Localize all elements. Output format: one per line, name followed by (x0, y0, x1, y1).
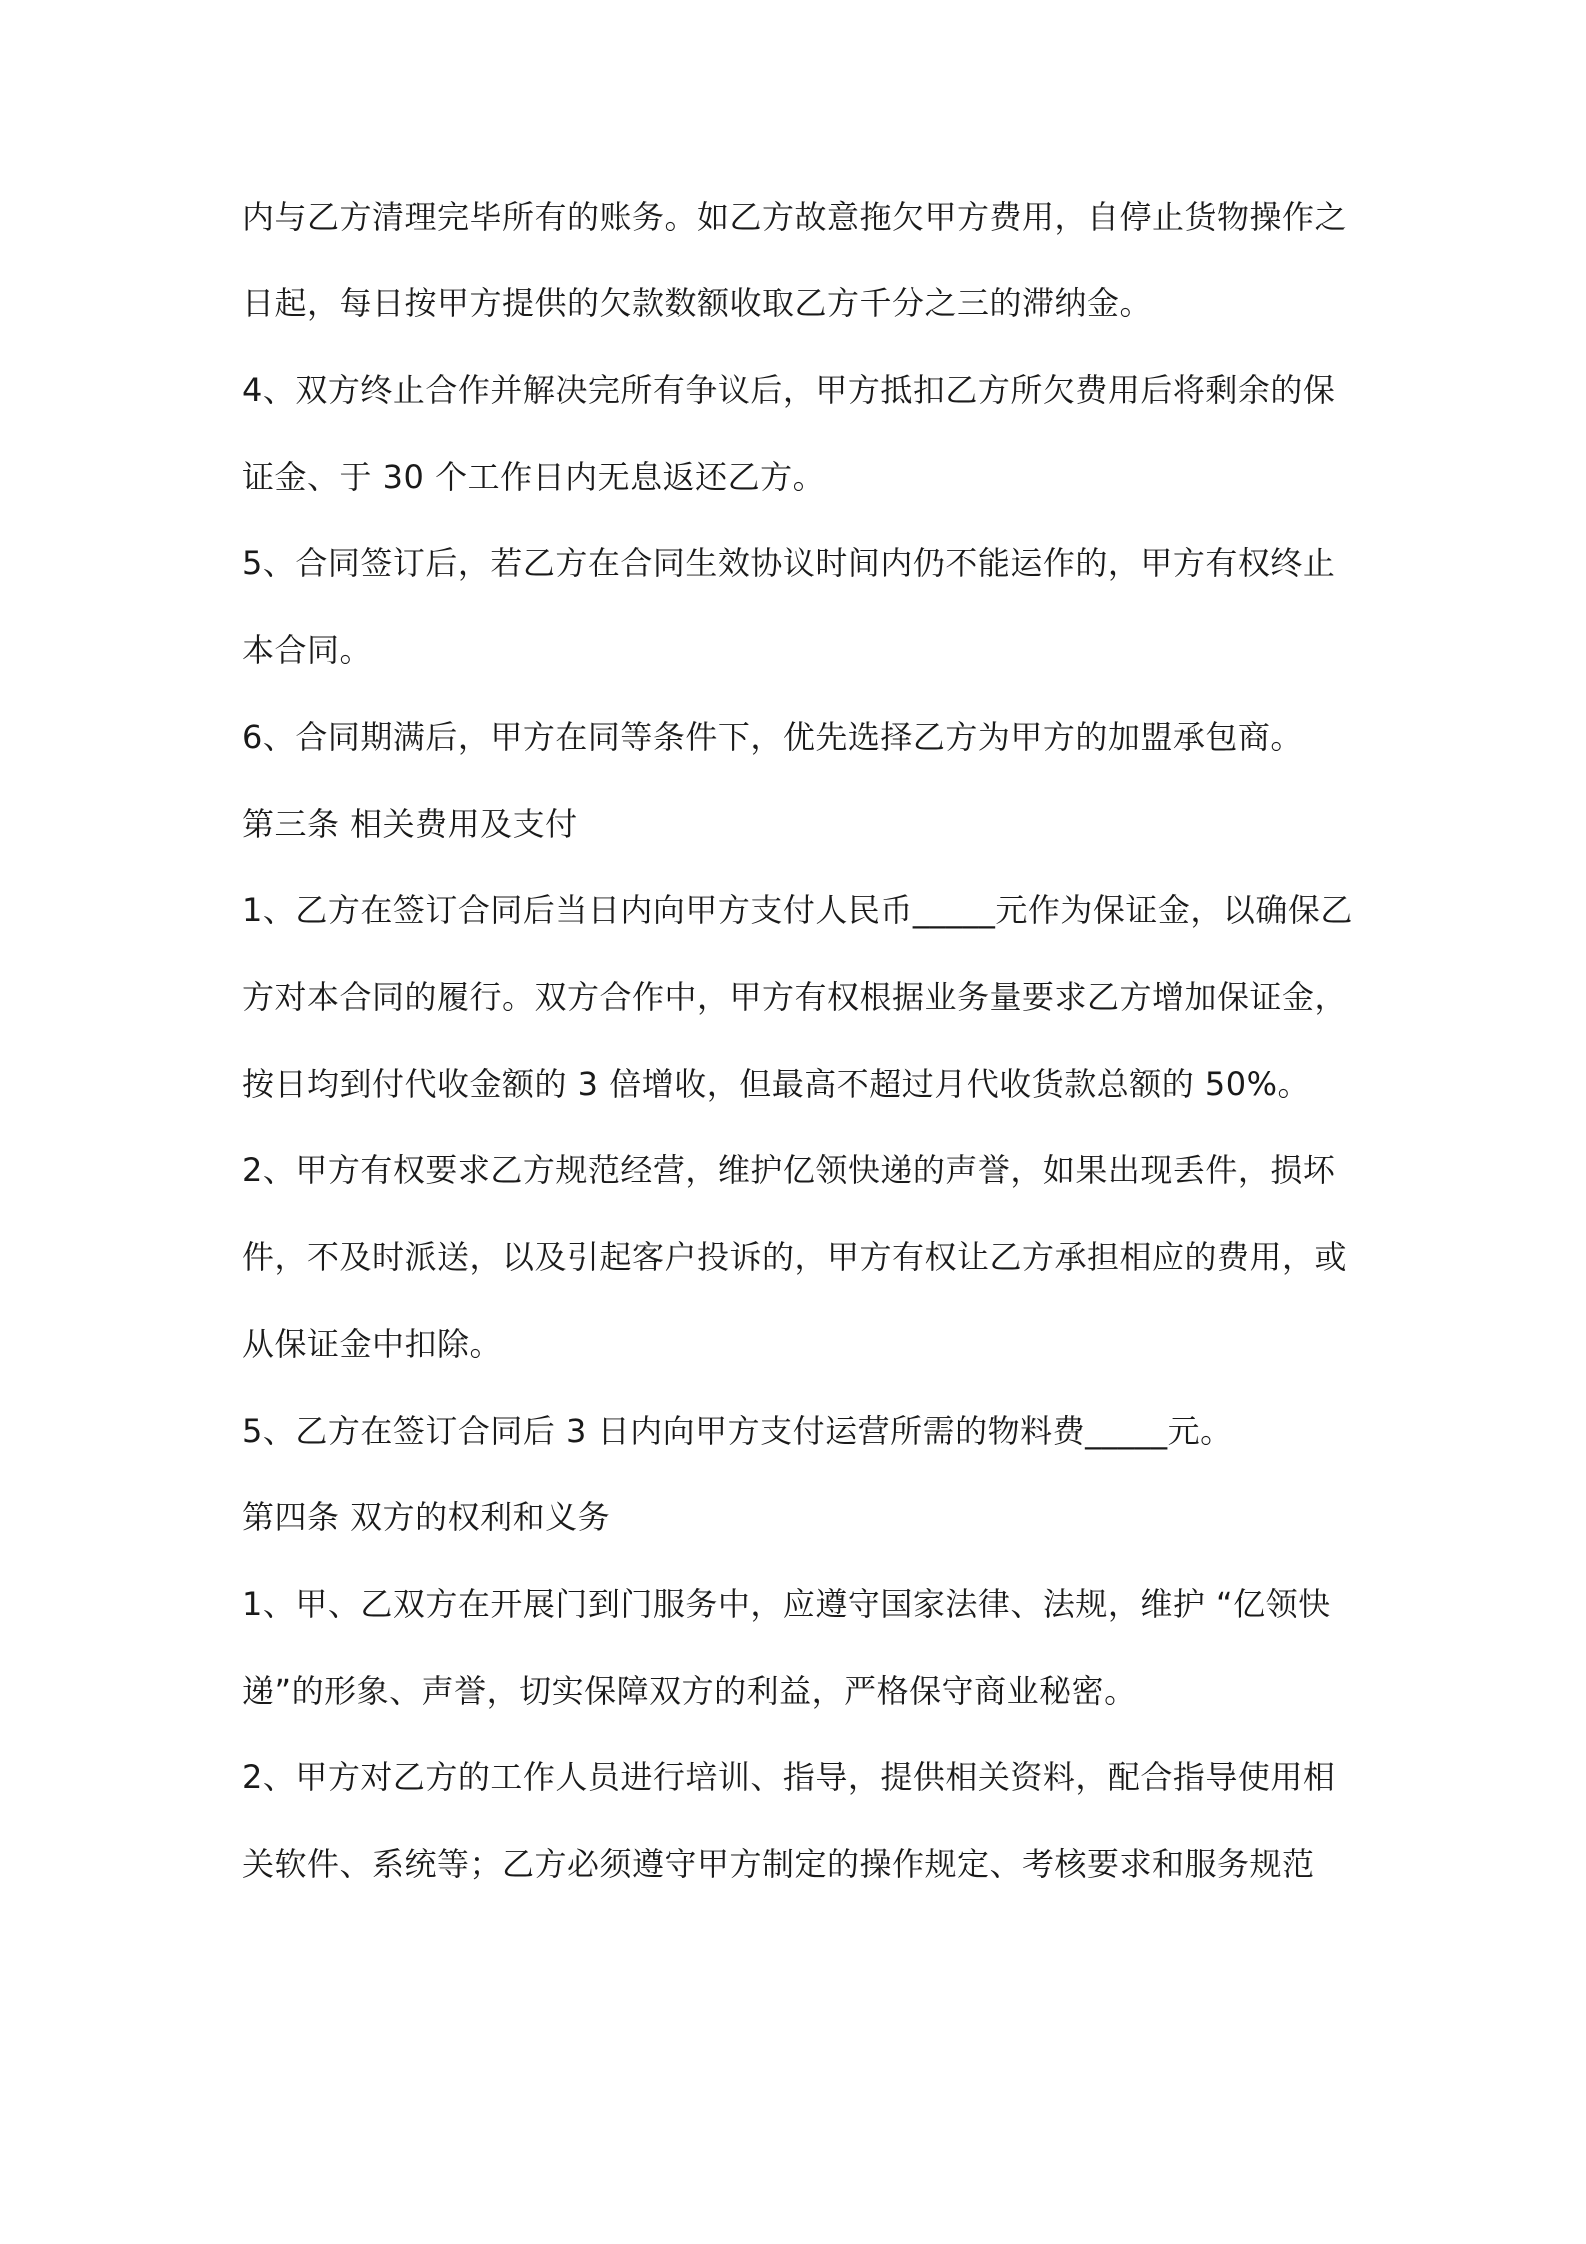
section-heading: 第四条 双方的权利和义务 (242, 1498, 611, 1536)
text-line: 内与乙方清理完毕所有的账务。如乙方故意拖欠甲方费用，自停止货物操作之 (242, 198, 1348, 236)
text-line: 从保证金中扣除。 (242, 1325, 503, 1363)
text-line: 1、甲、乙双方在开展门到门服务中，应遵守国家法律、法规，维护 “亿领快 (242, 1585, 1331, 1623)
text-line: 1、乙方在签订合同后当日内向甲方支付人民币_____元作为保证金，以确保乙 (242, 891, 1353, 929)
text-line: 本合同。 (242, 631, 373, 669)
text-line: 5、合同签订后，若乙方在合同生效协议时间内仍不能运作的，甲方有权终止 (242, 544, 1336, 582)
text-line: 方对本合同的履行。双方合作中，甲方有权根据业务量要求乙方增加保证金， (242, 978, 1348, 1016)
text-line: 件，不及时派送，以及引起客户投诉的，甲方有权让乙方承担相应的费用，或 (242, 1238, 1348, 1276)
section-heading: 第三条 相关费用及支付 (242, 805, 578, 843)
text-line: 2、甲方有权要求乙方规范经营，维护亿领快递的声誉，如果出现丢件，损坏 (242, 1151, 1336, 1189)
text-line: 关软件、系统等；乙方必须遵守甲方制定的操作规定、考核要求和服务规范 (242, 1845, 1315, 1883)
text-line: 证金、于 30 个工作日内无息返还乙方。 (242, 458, 826, 496)
text-line: 按日均到付代收金额的 3 倍增收，但最高不超过月代收货款总额的 50%。 (242, 1065, 1311, 1103)
text-line: 4、双方终止合作并解决完所有争议后，甲方抵扣乙方所欠费用后将剩余的保 (242, 371, 1336, 409)
text-line: 2、甲方对乙方的工作人员进行培训、指导，提供相关资料，配合指导使用相 (242, 1758, 1336, 1796)
text-line: 日起，每日按甲方提供的欠款数额收取乙方千分之三的滞纳金。 (242, 284, 1153, 322)
text-line: 5、乙方在签订合同后 3 日内向甲方支付运营所需的物料费_____元。 (242, 1412, 1233, 1450)
text-line: 递”的形象、声誉，切实保障双方的利益，严格保守商业秘密。 (242, 1672, 1137, 1710)
text-line: 6、合同期满后，甲方在同等条件下，优先选择乙方为甲方的加盟承包商。 (242, 718, 1303, 756)
